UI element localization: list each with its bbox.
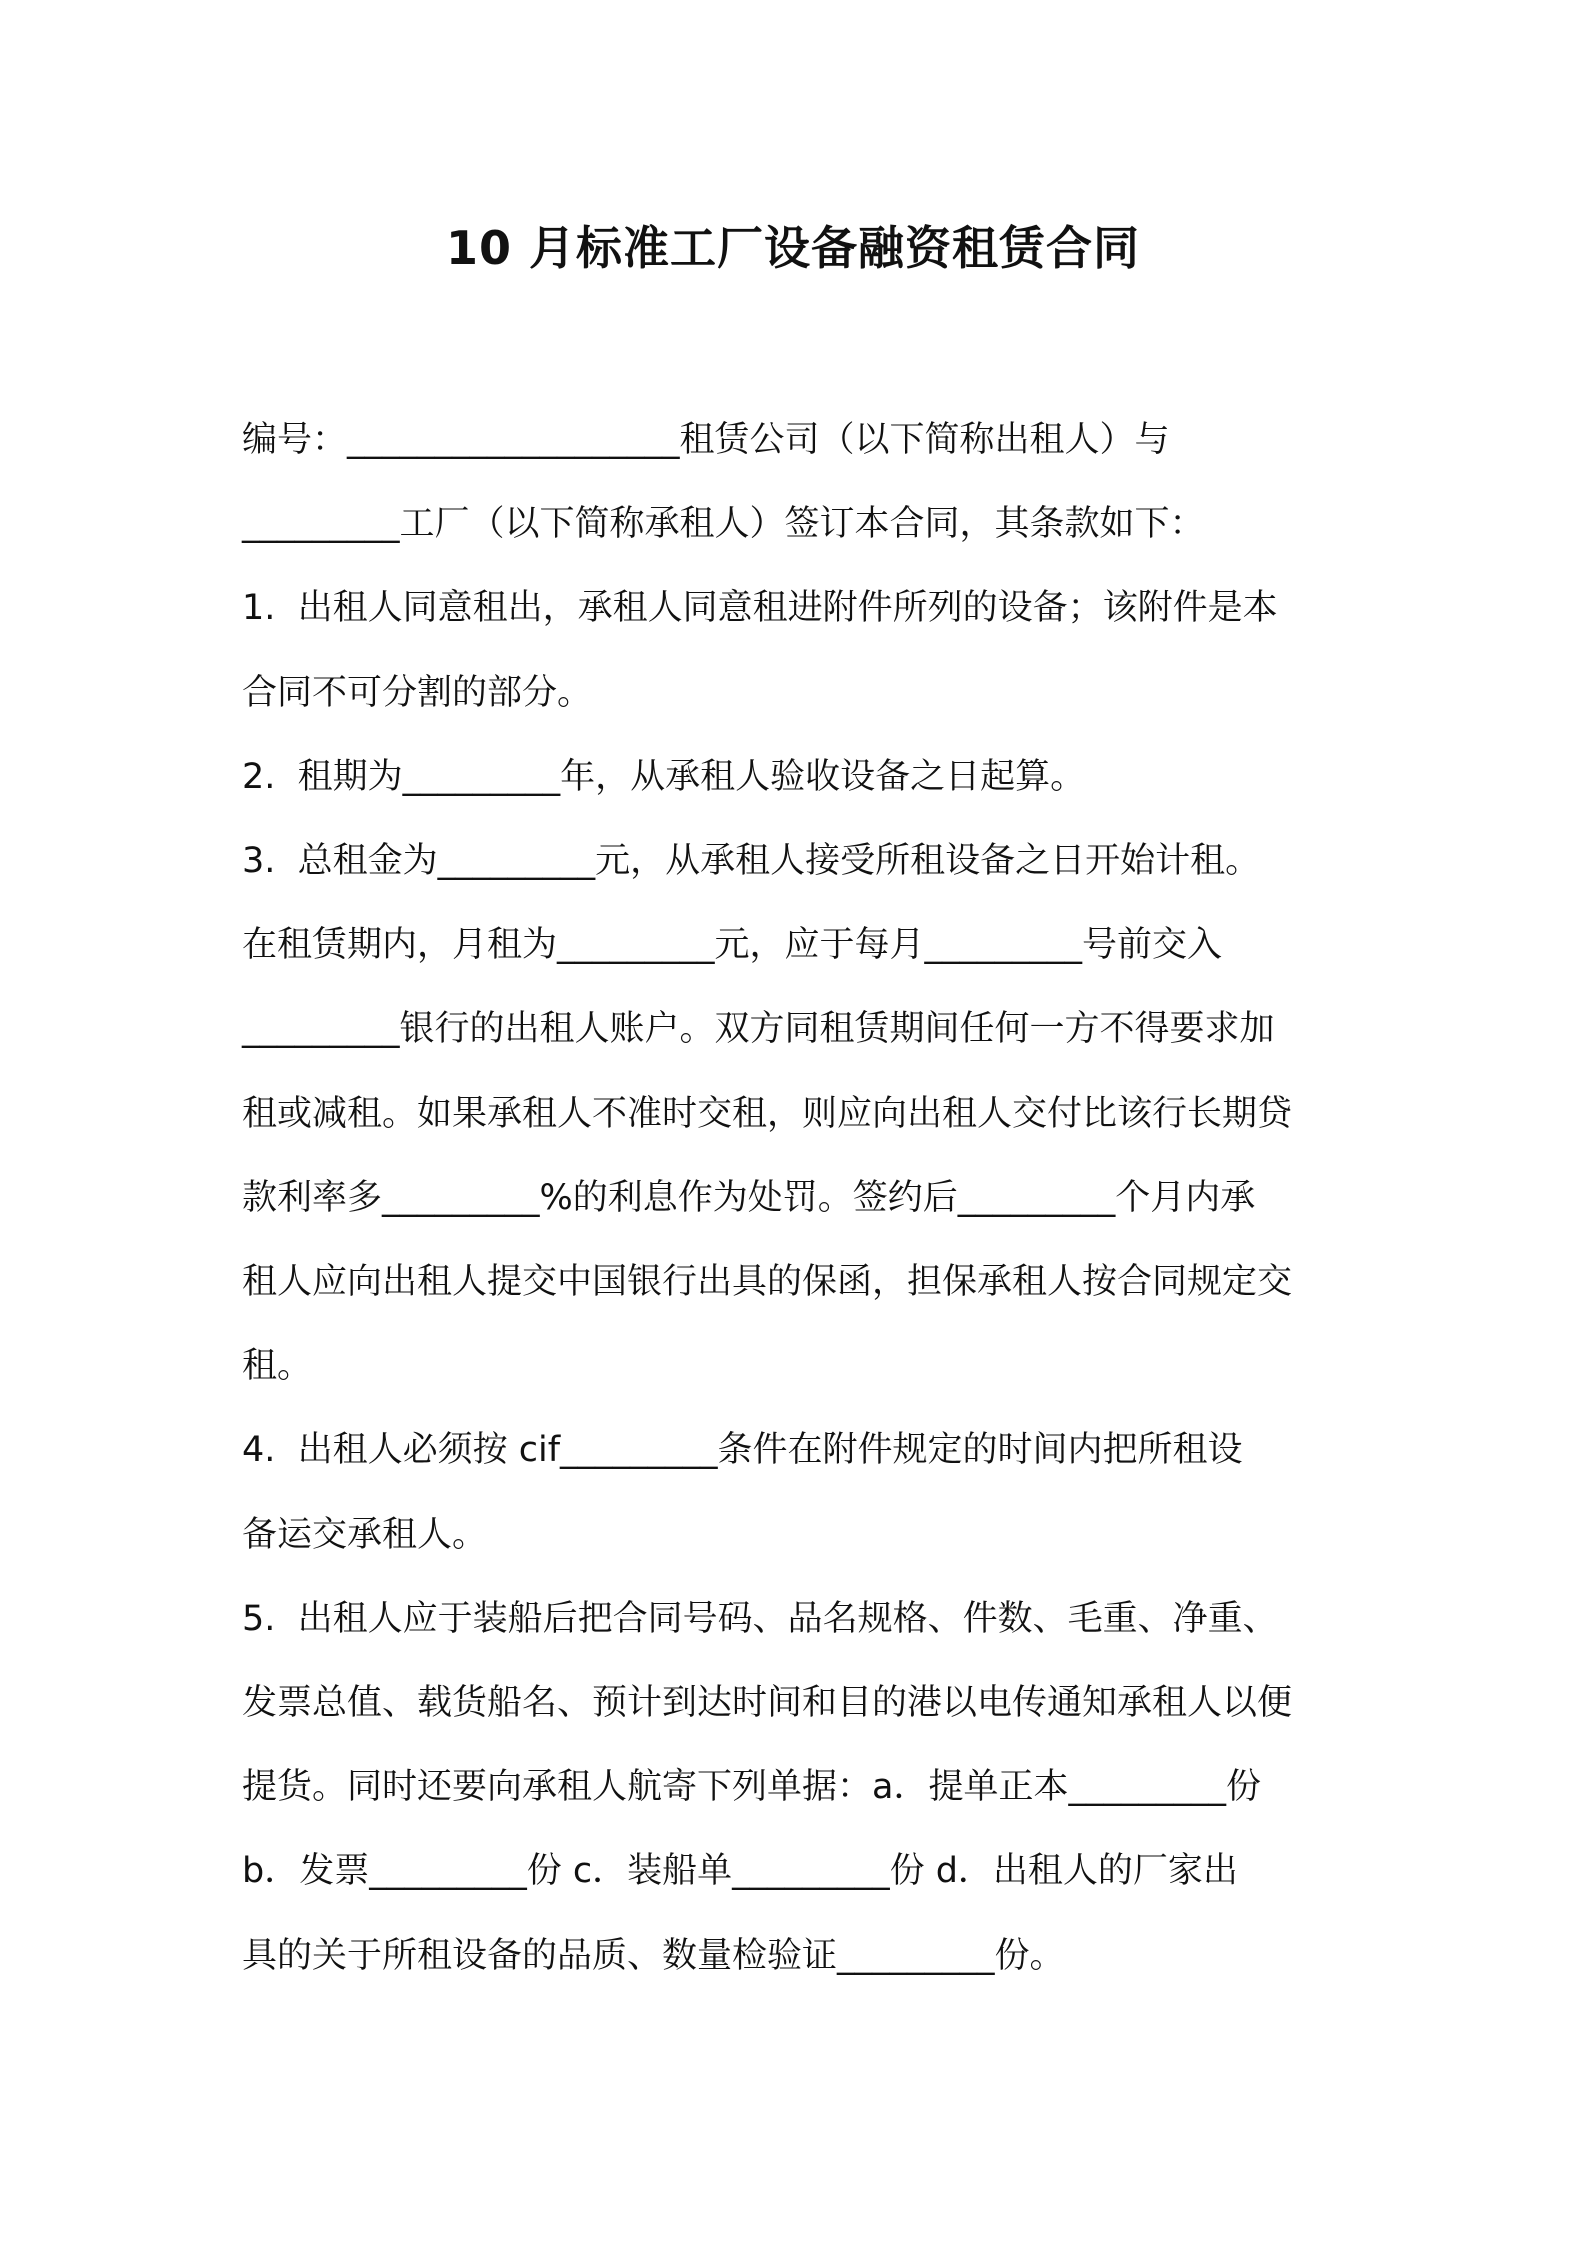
- text-line: 发票总值、载货船名、预计到达时间和目的港以电传通知承租人以便: [242, 1683, 1293, 1724]
- text-line: 备运交承租人。: [242, 1514, 488, 1555]
- text-line: 款利率多_________%的利息作为处罚。签约后_________个月内承: [242, 1177, 1256, 1218]
- text-line: _________银行的出租人账户。双方同租赁期间任何一方不得要求加: [242, 1009, 1275, 1050]
- text-line: 合同不可分割的部分。: [242, 672, 593, 713]
- text-line: 1. 出租人同意租出，承租人同意租进附件所列的设备；该附件是本: [242, 588, 1278, 629]
- text-line: 5. 出租人应于装船后把合同号码、品名规格、件数、毛重、净重、: [242, 1598, 1278, 1639]
- text-line: b．发票_________份 c．装船单_________份 d．出租人的厂家出: [242, 1851, 1238, 1892]
- document-body: [242, 398, 1362, 1998]
- text-line: 3. 总租金为_________元，从承租人接受所租设备之日开始计租。: [242, 841, 1261, 882]
- text-line: 提货。同时还要向承租人航寄下列单据：a．提单正本_________份: [242, 1767, 1261, 1808]
- text-line: 2. 租期为_________年，从承租人验收设备之日起算。: [242, 756, 1086, 797]
- text-line: 4. 出租人必须按 cif_________条件在附件规定的时间内把所租设: [242, 1430, 1243, 1471]
- text-line: 在租赁期内，月租为_________元，应于每月_________号前交入: [242, 925, 1223, 966]
- text-line: _________工厂（以下简称承租人）签订本合同，其条款如下：: [242, 504, 1205, 545]
- document-title: 10 月标准工厂设备融资租赁合同: [445, 221, 1141, 275]
- text-line: 租。: [242, 1346, 313, 1387]
- text-line: 租人应向出租人提交中国银行出具的保函，担保承租人按合同规定交: [242, 1262, 1293, 1303]
- text-line: 租或减租。如果承租人不准时交租，则应向出租人交付比该行长期贷: [242, 1093, 1293, 1134]
- text-line: 具的关于所租设备的品质、数量检验证_________份。: [242, 1935, 1065, 1976]
- text-line: 编号：___________________租赁公司（以下简称出租人）与: [242, 420, 1170, 460]
